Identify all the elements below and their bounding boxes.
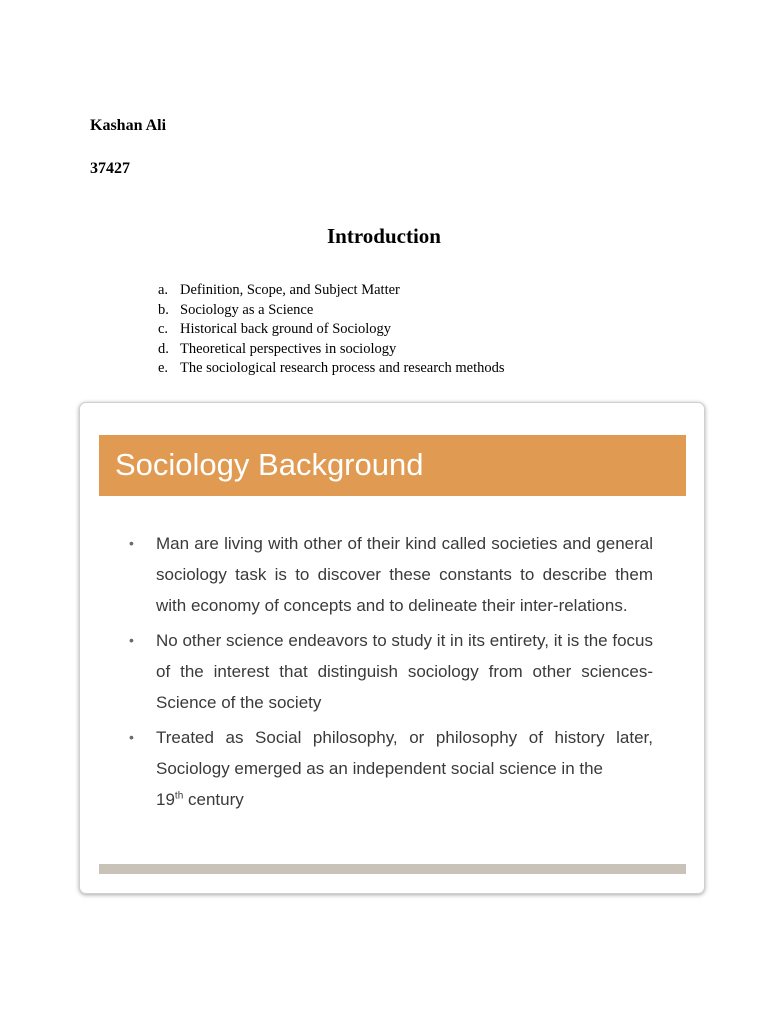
section-title: Introduction xyxy=(327,224,441,248)
outline-item xyxy=(158,340,505,360)
slide-bullet xyxy=(121,625,653,718)
slide-bullet-text: No other science endeavors to study it in its entirety, it is the focus of the interest that distinguish sociology from other sciences- Science of the society xyxy=(156,631,653,712)
outline-item xyxy=(158,320,505,340)
slide-bullet-tail: century xyxy=(183,790,244,809)
outline-list xyxy=(158,281,505,379)
slide-bullet-text: Man are living with other of their kind called societies and general sociology task is to discover these constants to describe them with economy of concepts and to delineate their inter-relations. xyxy=(156,534,653,615)
author-id: 37427 xyxy=(90,160,130,177)
slide-bullet-text: Treated as Social philosophy, or philosophy of history later, Sociology emerged as an independent social science in the xyxy=(156,728,653,778)
slide-bullet-list xyxy=(121,528,653,819)
ordinal-suffix: th xyxy=(174,790,184,802)
outline-text: The sociological research process and research methods xyxy=(180,360,505,377)
outline-item xyxy=(158,281,505,301)
outline-marker: d. xyxy=(158,340,169,357)
outline-text: Definition, Scope, and Subject Matter xyxy=(180,282,400,298)
outline-text: Sociology as a Science xyxy=(180,301,314,318)
author-name: Kashan Ali xyxy=(90,117,167,134)
slide-footer-bar xyxy=(99,864,686,874)
slide-bullet xyxy=(121,722,653,815)
slide-header-banner xyxy=(99,435,686,496)
ordinal-number: 19 xyxy=(156,790,175,809)
bullet-icon: • xyxy=(129,535,134,551)
slide-title: Sociology Background xyxy=(115,447,424,482)
outline-text: Theoretical perspectives in sociology xyxy=(180,340,397,357)
outline-marker: c. xyxy=(158,321,169,338)
outline-item xyxy=(158,301,505,321)
outline-item xyxy=(158,359,505,379)
outline-marker: e. xyxy=(158,360,169,377)
outline-text: Historical back ground of Sociology xyxy=(180,321,392,338)
slide-bullet xyxy=(121,528,653,621)
outline-marker: b. xyxy=(158,301,169,318)
outline-marker: a. xyxy=(158,282,169,298)
bullet-icon: • xyxy=(129,729,134,745)
bullet-icon: • xyxy=(129,632,134,648)
embedded-slide-image xyxy=(79,402,705,894)
